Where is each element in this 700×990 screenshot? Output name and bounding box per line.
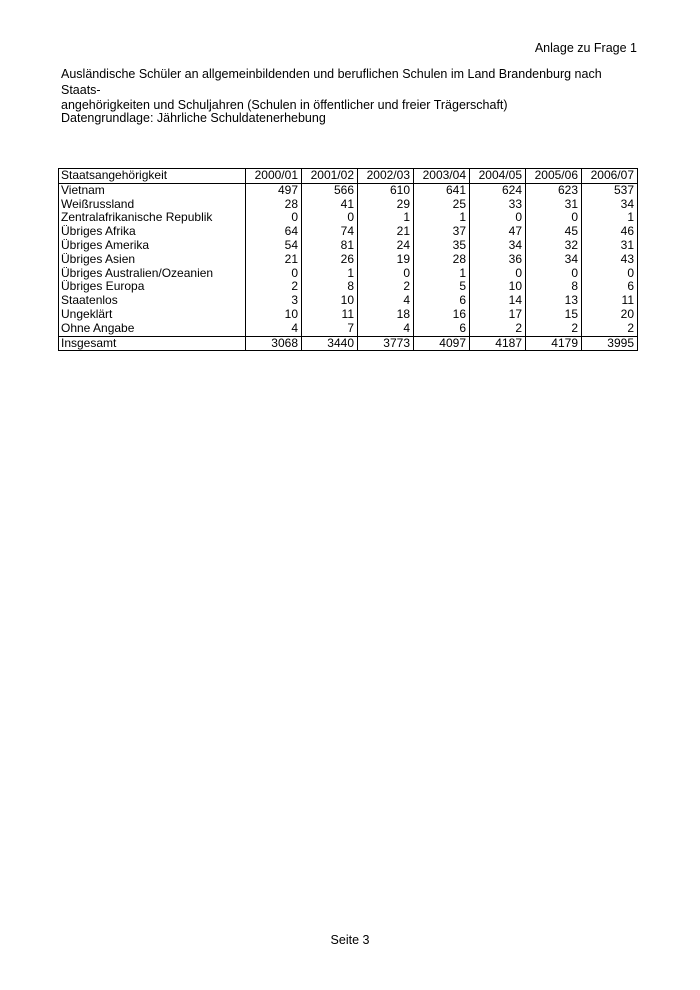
table-total-row (59, 336, 638, 351)
table-cell: 641 (414, 183, 470, 197)
row-label: Übriges Asien (59, 253, 246, 267)
table-cell: 10 (470, 280, 526, 294)
row-label: Staatenlos (59, 294, 246, 308)
table-cell: 54 (246, 239, 302, 253)
page-number: Seite 3 (330, 933, 370, 947)
column-header: 2000/01 (246, 169, 302, 184)
total-cell: 4179 (526, 336, 582, 351)
table-cell: 0 (358, 267, 414, 281)
table-cell: 34 (470, 239, 526, 253)
table-cell: 29 (358, 198, 414, 212)
table-cell: 18 (358, 308, 414, 322)
table-cell: 2 (582, 322, 638, 336)
table-cell: 46 (582, 225, 638, 239)
table-cell: 3 (246, 294, 302, 308)
table-cell: 41 (302, 198, 358, 212)
table-cell: 4 (358, 322, 414, 336)
table-cell: 35 (414, 239, 470, 253)
table-cell: 34 (526, 253, 582, 267)
column-header: 2001/02 (302, 169, 358, 184)
row-label: Übriges Australien/Ozeanien (59, 267, 246, 281)
table-cell: 34 (582, 198, 638, 212)
row-label: Vietnam (59, 183, 246, 197)
table-cell: 6 (414, 322, 470, 336)
column-header: 2004/05 (470, 169, 526, 184)
table-cell: 0 (582, 267, 638, 281)
column-header: Staatsangehörigkeit (59, 169, 246, 184)
table-cell: 10 (246, 308, 302, 322)
table-cell: 31 (526, 198, 582, 212)
table-cell: 43 (582, 253, 638, 267)
table-row (59, 280, 638, 294)
table-cell: 1 (582, 211, 638, 225)
total-cell: 4097 (414, 336, 470, 351)
table-cell: 37 (414, 225, 470, 239)
table-cell: 11 (582, 294, 638, 308)
table-cell: 0 (470, 211, 526, 225)
table-cell: 623 (526, 183, 582, 197)
table-cell: 64 (246, 225, 302, 239)
document-title (61, 67, 641, 114)
table-cell: 0 (302, 211, 358, 225)
table-cell: 0 (470, 267, 526, 281)
column-header: 2003/04 (414, 169, 470, 184)
table-cell: 1 (302, 267, 358, 281)
table-cell: 21 (246, 253, 302, 267)
row-label: Übriges Afrika (59, 225, 246, 239)
table-cell: 6 (582, 280, 638, 294)
table-cell: 14 (470, 294, 526, 308)
table-cell: 624 (470, 183, 526, 197)
table-cell: 17 (470, 308, 526, 322)
table-header-row (59, 169, 638, 184)
table-cell: 0 (246, 211, 302, 225)
total-cell: 4187 (470, 336, 526, 351)
table-cell: 8 (526, 280, 582, 294)
table-row (59, 211, 638, 225)
table-cell: 1 (414, 267, 470, 281)
total-cell: 3440 (302, 336, 358, 351)
table-cell: 2 (526, 322, 582, 336)
column-header: 2002/03 (358, 169, 414, 184)
table-row (59, 253, 638, 267)
table-cell: 21 (358, 225, 414, 239)
table-cell: 10 (302, 294, 358, 308)
table-cell: 11 (302, 308, 358, 322)
table-cell: 2 (246, 280, 302, 294)
table-cell: 2 (470, 322, 526, 336)
table-cell: 25 (414, 198, 470, 212)
table-cell: 2 (358, 280, 414, 294)
annex-label: Anlage zu Frage 1 (534, 41, 637, 55)
row-label: Übriges Europa (59, 280, 246, 294)
table-cell: 24 (358, 239, 414, 253)
table-cell: 47 (470, 225, 526, 239)
table-cell: 15 (526, 308, 582, 322)
column-header: 2005/06 (526, 169, 582, 184)
row-label: Übriges Amerika (59, 239, 246, 253)
table-cell: 28 (246, 198, 302, 212)
table-cell: 26 (302, 253, 358, 267)
table-cell: 5 (414, 280, 470, 294)
row-label: Zentralafrikanische Republik (59, 211, 246, 225)
table-cell: 4 (246, 322, 302, 336)
table-cell: 0 (526, 211, 582, 225)
table-cell: 1 (414, 211, 470, 225)
table-cell: 6 (414, 294, 470, 308)
table-cell: 566 (302, 183, 358, 197)
column-header: 2006/07 (582, 169, 638, 184)
table-cell: 13 (526, 294, 582, 308)
table-cell: 36 (470, 253, 526, 267)
table-cell: 610 (358, 183, 414, 197)
table-cell: 19 (358, 253, 414, 267)
table-cell: 32 (526, 239, 582, 253)
table-cell: 28 (414, 253, 470, 267)
table-cell: 0 (526, 267, 582, 281)
table-cell: 31 (582, 239, 638, 253)
foreign-students-table (58, 168, 638, 351)
table-cell: 7 (302, 322, 358, 336)
row-label: Ungeklärt (59, 308, 246, 322)
table-cell: 4 (358, 294, 414, 308)
row-label: Ohne Angabe (59, 322, 246, 336)
table-cell: 45 (526, 225, 582, 239)
total-cell: 3995 (582, 336, 638, 351)
table-cell: 1 (358, 211, 414, 225)
table-row (59, 322, 638, 336)
table-row (59, 239, 638, 253)
title-line-1: Ausländische Schüler an allgemeinbildenden und beruflichen Schulen im Land Brandenburg nach Staats- (61, 67, 602, 97)
table-row (59, 294, 638, 308)
table-cell: 74 (302, 225, 358, 239)
table-cell: 497 (246, 183, 302, 197)
table-cell: 81 (302, 239, 358, 253)
table-cell: 33 (470, 198, 526, 212)
table-row (59, 267, 638, 281)
table-cell: 8 (302, 280, 358, 294)
table-cell: 0 (246, 267, 302, 281)
table-row (59, 198, 638, 212)
table-cell: 16 (414, 308, 470, 322)
table-row (59, 225, 638, 239)
total-cell: 3068 (246, 336, 302, 351)
total-cell: 3773 (358, 336, 414, 351)
total-label: Insgesamt (59, 336, 246, 351)
table-row (59, 183, 638, 197)
title-line-2: angehörigkeiten und Schuljahren (Schulen in öffentlicher und freier Trägerschaft) (61, 98, 508, 112)
table-cell: 537 (582, 183, 638, 197)
table-row (59, 308, 638, 322)
table-body (59, 183, 638, 336)
table-cell: 20 (582, 308, 638, 322)
data-basis-note: Datengrundlage: Jährliche Schuldatenerhebung (61, 111, 326, 125)
row-label: Weißrussland (59, 198, 246, 212)
